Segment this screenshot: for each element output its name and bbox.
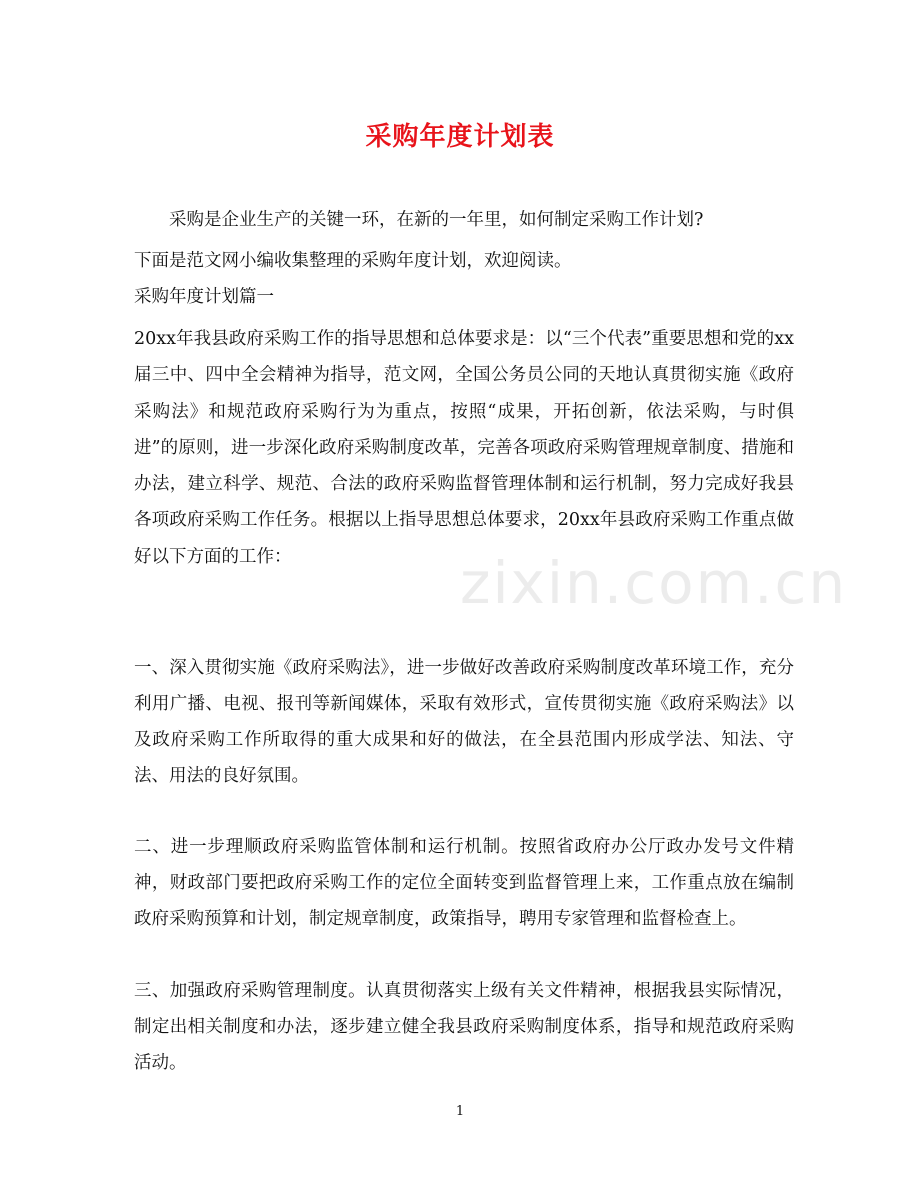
paragraph-item-2: 二、进一步理顺政府采购监管体制和运行机制。按照省政府办公厅政办发号文件精神，财政部门要把政府采购工作的定位全面转变到监督管理上来，工作重点放在编制政府采购预算和计划，制定规章制度，政策指导，聘用专家管理和监督检查上。 — [134, 837, 794, 929]
paragraph-item-3: 三、加强政府采购管理制度。认真贯彻落实上级有关文件精神，根据我县实际情况，制定出相关制度和办法，逐步建立健全我县政府采购制度体系，指导和规范政府采购活动。 — [134, 981, 794, 1073]
intro-line-2: 下面是范文网小编收集整理的采购年度计划，欢迎阅读。 — [134, 251, 572, 271]
intro-line-1: 采购是企业生产的关键一环，在新的一年里，如何制定采购工作计划? — [169, 210, 704, 230]
watermark: zixin.com.cn — [460, 549, 848, 617]
section-heading: 采购年度计划篇一 — [134, 287, 274, 307]
page-number: 1 — [455, 1104, 465, 1119]
paragraph-item-1: 一、深入贯彻实施《政府采购法》，进一步做好改善政府采购制度改革环境工作，充分利用广播、电视、报刊等新闻媒体，采取有效形式，宣传贯彻实施《政府采购法》以及政府采购工作所取得的重大成果和好的做法，在全县范围内形成学法、知法、守法、用法的良好氛围。 — [134, 658, 794, 786]
paragraph-guiding-principles: 20xx年我县政府采购工作的指导思想和总体要求是：以“三个代表”重要思想和党的xx届三中、四中全会精神为指导，范文网，全国公务员公同的天地认真贯彻实施《政府采购法》和规范政府采购行为为重点，按照“成果，开拓创新，依法采购，与时俱进”的原则，进一步深化政府采购制度改革，完善各项政府采购管理规章制度、措施和办法，建立科学、规范、合法的政府采购监督管理体制和运行机制，努力完成好我县各项政府采购工作任务。根据以上指导思想总体要求，20xx年县政府采购工作重点做好以下方面的工作： — [134, 329, 794, 567]
document-title: 采购年度计划表 — [365, 122, 555, 152]
